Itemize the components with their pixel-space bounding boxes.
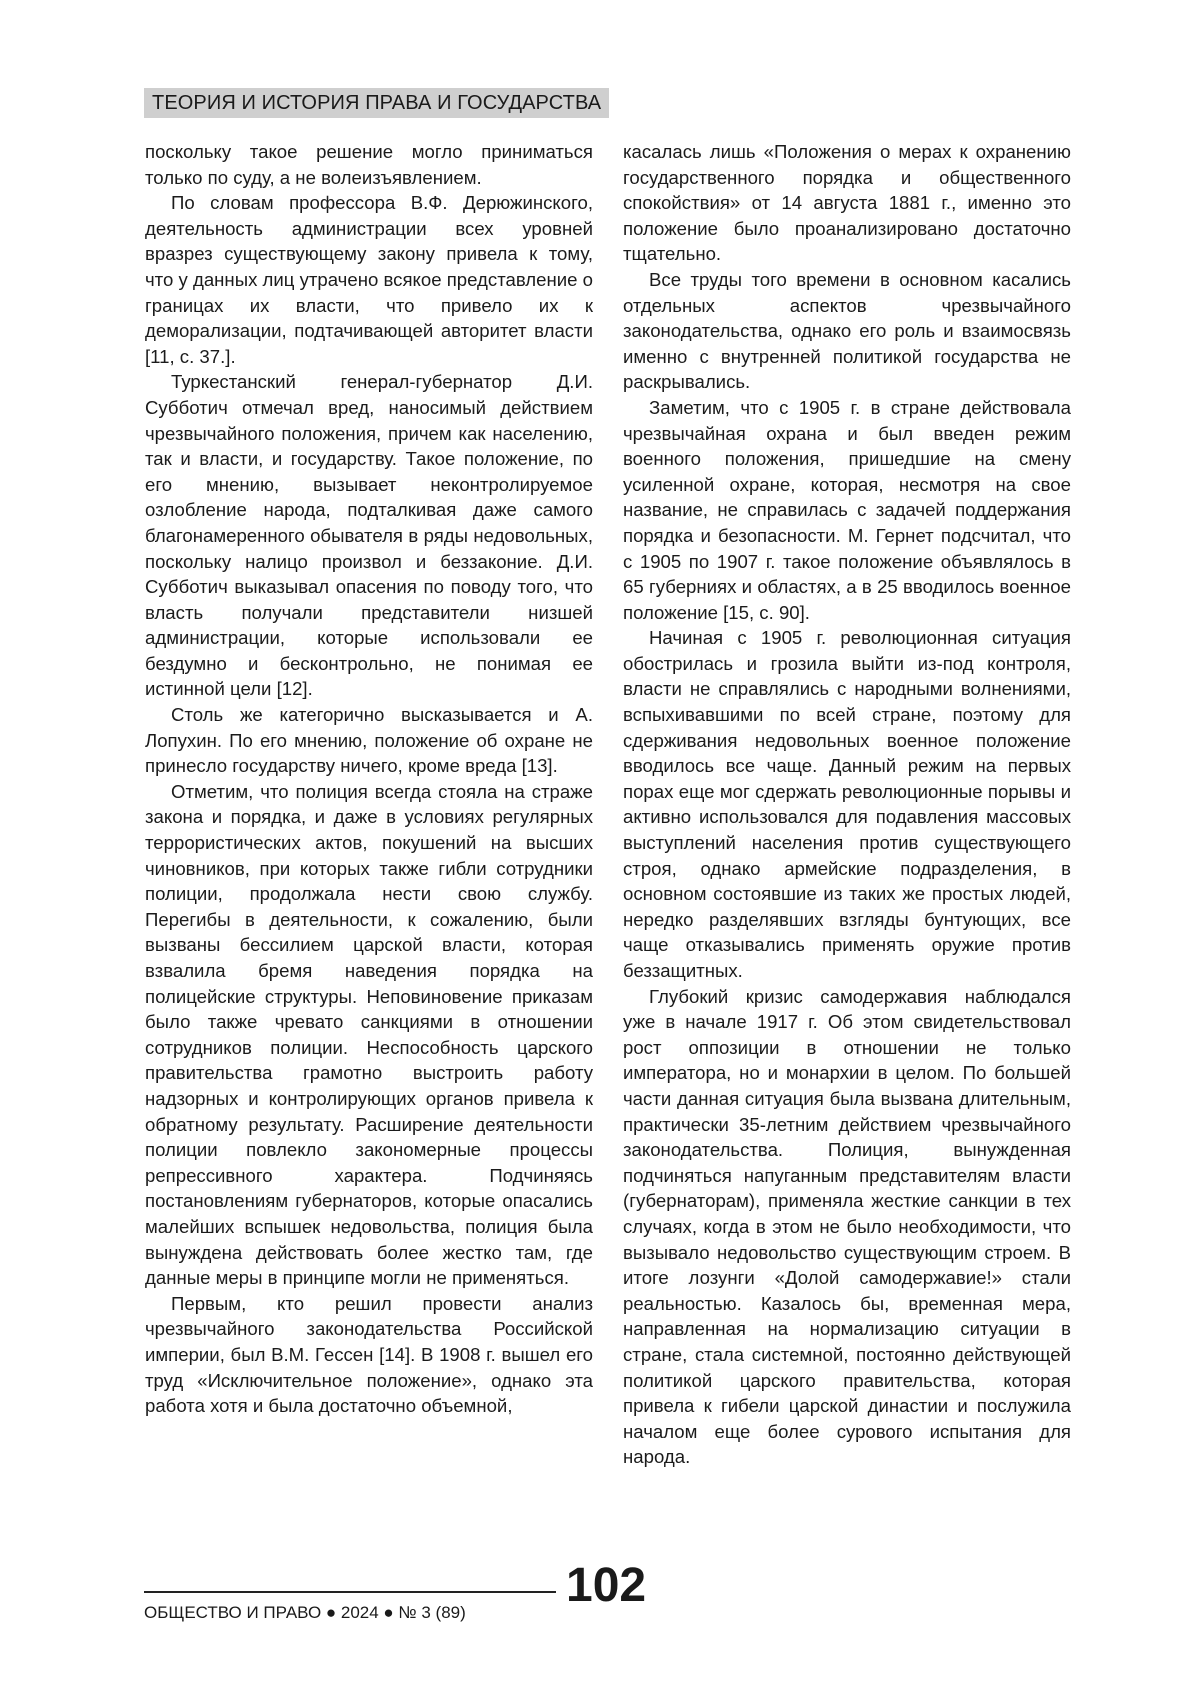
page-number: 102: [566, 1559, 647, 1612]
paragraph: Заметим, что с 1905 г. в стране действовала чрезвычайная охрана и был введен режим военного положения, пришедшие на смену усиленной охране, которая, несмотря на свое название, не справилась с задачей поддержания порядка и безопасности. М. Гернет подсчитал, что с 1905 по 1907 г. такое положение объявлялось в 65 губерниях и областях, а в 25 вводилось военное положение [15, с. 90].: [623, 396, 1071, 623]
paragraph: Начиная с 1905 г. революционная ситуация обострилась и грозила выйти из-под контроля, власти не справлялись с народными волнениями, вспыхивавшими по всей стране, поэтому для сдерживания недовольных военное положение вводилось все чаще. Данный режим на первых порах еще мог сдержать революционные порывы и активно использовался для подавления массовых выступлений населения против существующего строя, однако армейские подразделения, в основном состоявшие из таких же простых людей, нередко разделявших взгляды бунтующих, все чаще отказывались применять оружие против беззащитных.: [623, 627, 1071, 981]
paragraph: Все труды того времени в основном касались отдельных аспектов чрезвычайного законодательства, однако его роль и взаимосвязь именно с внутренней политикой государства не раскрывались.: [623, 268, 1071, 393]
right-text-column: [623, 139, 1071, 1470]
paragraph: Туркестанский генерал-губернатор Д.И. Субботич отмечал вред, наносимый действием чрезвычайного положения, причем как населению, так и власти, и государству. Такое положение, по его мнению, вызывает неконтролируемое озлобление народа, подталкивая даже самого благонамеренного обывателя в ряды недовольных, поскольку налицо произвол и беззаконие. Д.И. Субботич выказывал опасения по поводу того, что власть получали представители низшей администрации, которые использовали ее бездумно и бесконтрольно, не понимая ее истинной цели [12].: [145, 371, 593, 700]
paragraph: поскольку такое решение могло приниматься только по суду, а не волеизъявлением.: [145, 141, 593, 188]
paragraph: Первым, кто решил провести анализ чрезвычайного законодательства Российской империи, был В.М. Гессен [14]. В 1908 г. вышел его труд «Исключительное положение», однако эта работа хотя и была достаточно объемной,: [145, 1292, 593, 1417]
footer-divider: [144, 1591, 556, 1593]
paragraph: касалась лишь «Положения о мерах к охранению государственного порядка и общественного спокойствия» от 14 августа 1881 г., именно это положение было проанализировано достаточно тщательно.: [623, 141, 1071, 265]
journal-issue: ОБЩЕСТВО И ПРАВО ● 2024 ● № 3 (89): [144, 1603, 466, 1622]
paragraph: Глубокий кризис самодержавия наблюдался уже в начале 1917 г. Об этом свидетельствовал рост оппозиции в отношении не только императора, но и монархии в целом. По большей части данная ситуация была вызвана длительным, практически 35-летним действием чрезвычайного законодательства. Полиция, вынужденная подчиняться напуганным представителям власти (губернаторам), применяла жесткие санкции в тех случаях, когда в этом не было необходимости, что вызывало недовольство существующим строем. В итоге лозунги «Долой самодержавие!» стали реальностью. Казалось бы, временная мера, направленная на нормализацию ситуации в стране, стала системной, постоянно действующей политикой царского правительства, которая привела к гибели царской династии и послужила началом еще более сурового испытания для народа.: [623, 985, 1071, 1468]
paragraph: Отметим, что полиция всегда стояла на страже закона и порядка, и даже в условиях регулярных террористических актов, покушений на высших чиновников, при которых также гибли сотрудники полиции, продолжала нести свою службу. Перегибы в деятельности, к сожалению, были вызваны бессилием царской власти, которая взвалила бремя наведения порядка на полицейские структуры. Неповиновение приказам было также чревато санкциями в отношении сотрудников полиции. Неспособность царского правительства грамотно выстроить работу надзорных и контролирующих органов привела к обратному результату. Расширение деятельности полиции повлекло закономерные процессы репрессивного характера. Подчиняясь постановлениям губернаторов, которые опасались малейших вспышек недовольства, полиция была вынуждена действовать более жестко там, где данные меры в принципе могли не применяться.: [145, 780, 593, 1289]
paragraph: По словам профессора В.Ф. Дерюжинского, деятельность администрации всех уровней вразрез существующему закону привела к тому, что у данных лиц утрачено всякое представление о границах их власти, что привело их к деморализации, подтачивающей авторитет власти [11, с. 37.].: [145, 192, 593, 367]
left-text-column: [145, 139, 593, 1419]
section-title: ТЕОРИЯ И ИСТОРИЯ ПРАВА И ГОСУДАРСТВА: [144, 88, 609, 118]
paragraph: Столь же категорично высказывается и А. Лопухин. По его мнению, положение об охране не принесло государству ничего, кроме вреда [13].: [145, 704, 593, 777]
